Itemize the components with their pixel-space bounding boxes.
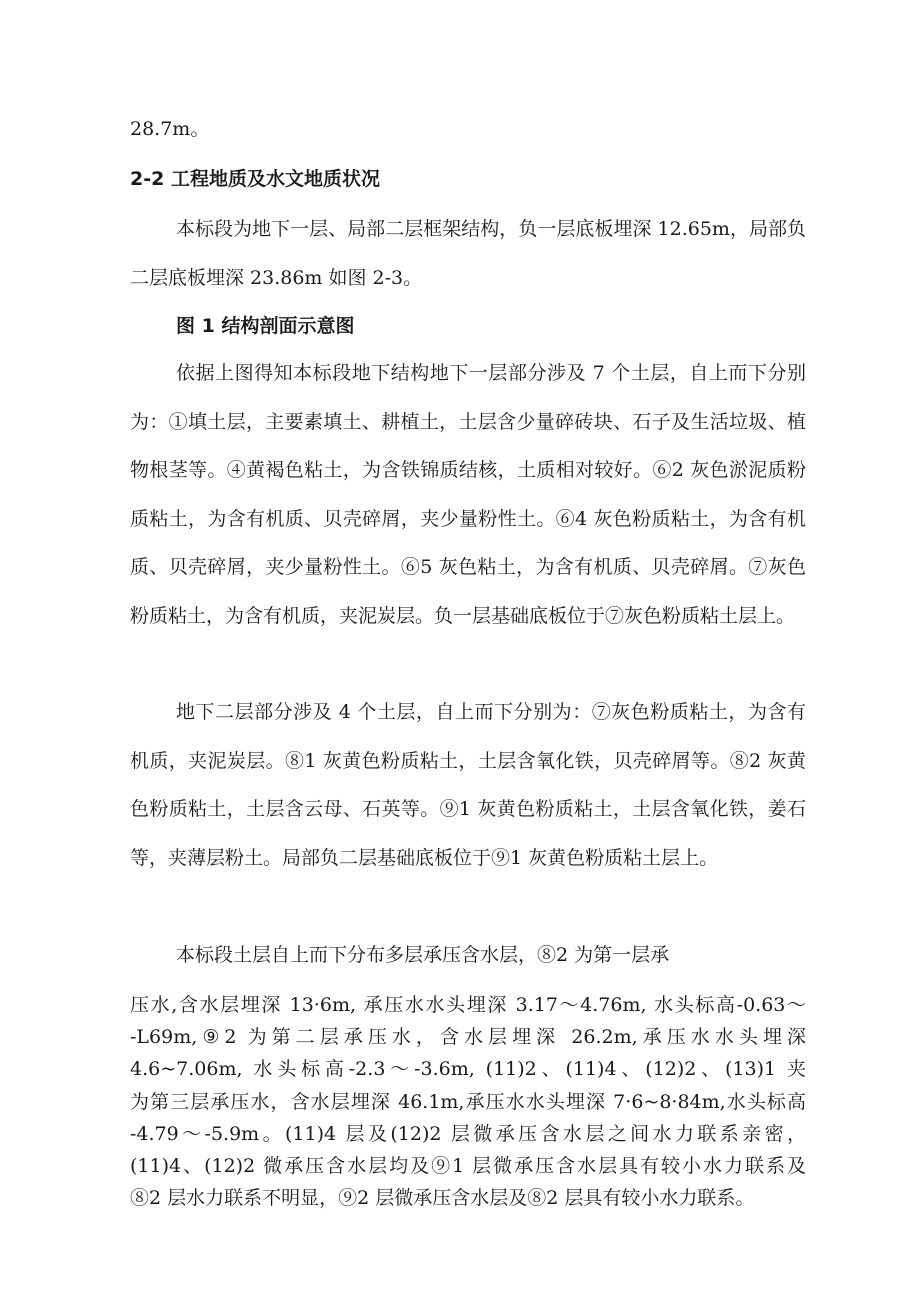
paragraph-structure-depth: 本标段为地下一层、局部二层框架结构，负一层底板埋深 12.65m，局部负二层底板埋深 23.86m 如图 2-3。 xyxy=(130,218,806,289)
paragraph-first-floor-soil-layers: 依据上图得知本标段地下结构地下一层部分涉及 7 个土层，自上而下分别为：①填土层，主要素填土、耕植土，土层含少量碎砖块、石子及生活垃圾、植物根茎等。④黄褐色粘土，为含铁锦质结核，土质相对较好。⑥2 灰色淤泥质粉质粘土，为含有机质、贝壳碎屑，夹少量粉性土。⑥4 灰色粉质粘土，为含有机质、贝壳碎屑，夹少量粉性土。⑥5 灰色粘土，为含有机质、贝壳碎屑。⑦灰色粉质粘土，为含有机质，夹泥炭层。负一层基础底板位于⑦灰色粉质粘土层上。 xyxy=(130,362,806,627)
paragraph-aquifer-details xyxy=(130,989,806,1214)
section-heading: 2-2 工程地质及水文地质状况 xyxy=(130,168,380,190)
continuation-text: 28.7m。 xyxy=(130,118,210,140)
aquifer-line: 为第三层承压水，含水层埋深 46.1m,承压水水头埋深 7·6~8·84m,水头标高 xyxy=(130,1090,806,1113)
aquifer-line: 4.6~7.06m, 水头标高-2.3～-3.6m, (11)2、(11)4、(12)2、(13)1 夹 xyxy=(130,1058,806,1081)
paragraph-aquifer-intro: 本标段土层自上而下分布多层承压含水层，⑧2 为第一层承 xyxy=(176,944,670,966)
aquifer-line: -4.79～-5.9m。(11)4 层及(12)2 层微承压含水层之间水力联系亲密， xyxy=(130,1122,806,1145)
paragraph-second-floor-soil-layers: 地下二层部分涉及 4 个土层，自上而下分别为：⑦灰色粉质粘土，为含有机质，夹泥炭层。⑧1 灰黄色粉质粘土，土层含氧化铁，贝壳碎屑等。⑧2 灰黄色粉质粘土，土层含云母、石英等。⑨1 灰黄色粉质粘土，土层含氧化铁，姜石等，夹薄层粉土。局部负二层基础底板位于⑨1 灰黄色粉质粘土层上。 xyxy=(130,701,806,869)
aquifer-line: 压水,含水层埋深 13·6m, 承压水水头埋深 3.17～4.76m, 水头标高-0.63～ xyxy=(130,994,806,1016)
aquifer-line: (11)4、(12)2 微承压含水层均及⑨1 层微承压含水层具有较小水力联系及 xyxy=(130,1155,806,1178)
aquifer-line: ⑧2 层水力联系不明显，⑨2 层微承压含水层及⑧2 层具有较小水力联系。 xyxy=(130,1187,755,1210)
aquifer-line: -L69m,⑨2 为第二层承压水，含水层埋深 26.2m,承压水水头埋深 xyxy=(130,1026,806,1049)
figure-caption: 图 1 结构剖面示意图 xyxy=(176,315,355,337)
